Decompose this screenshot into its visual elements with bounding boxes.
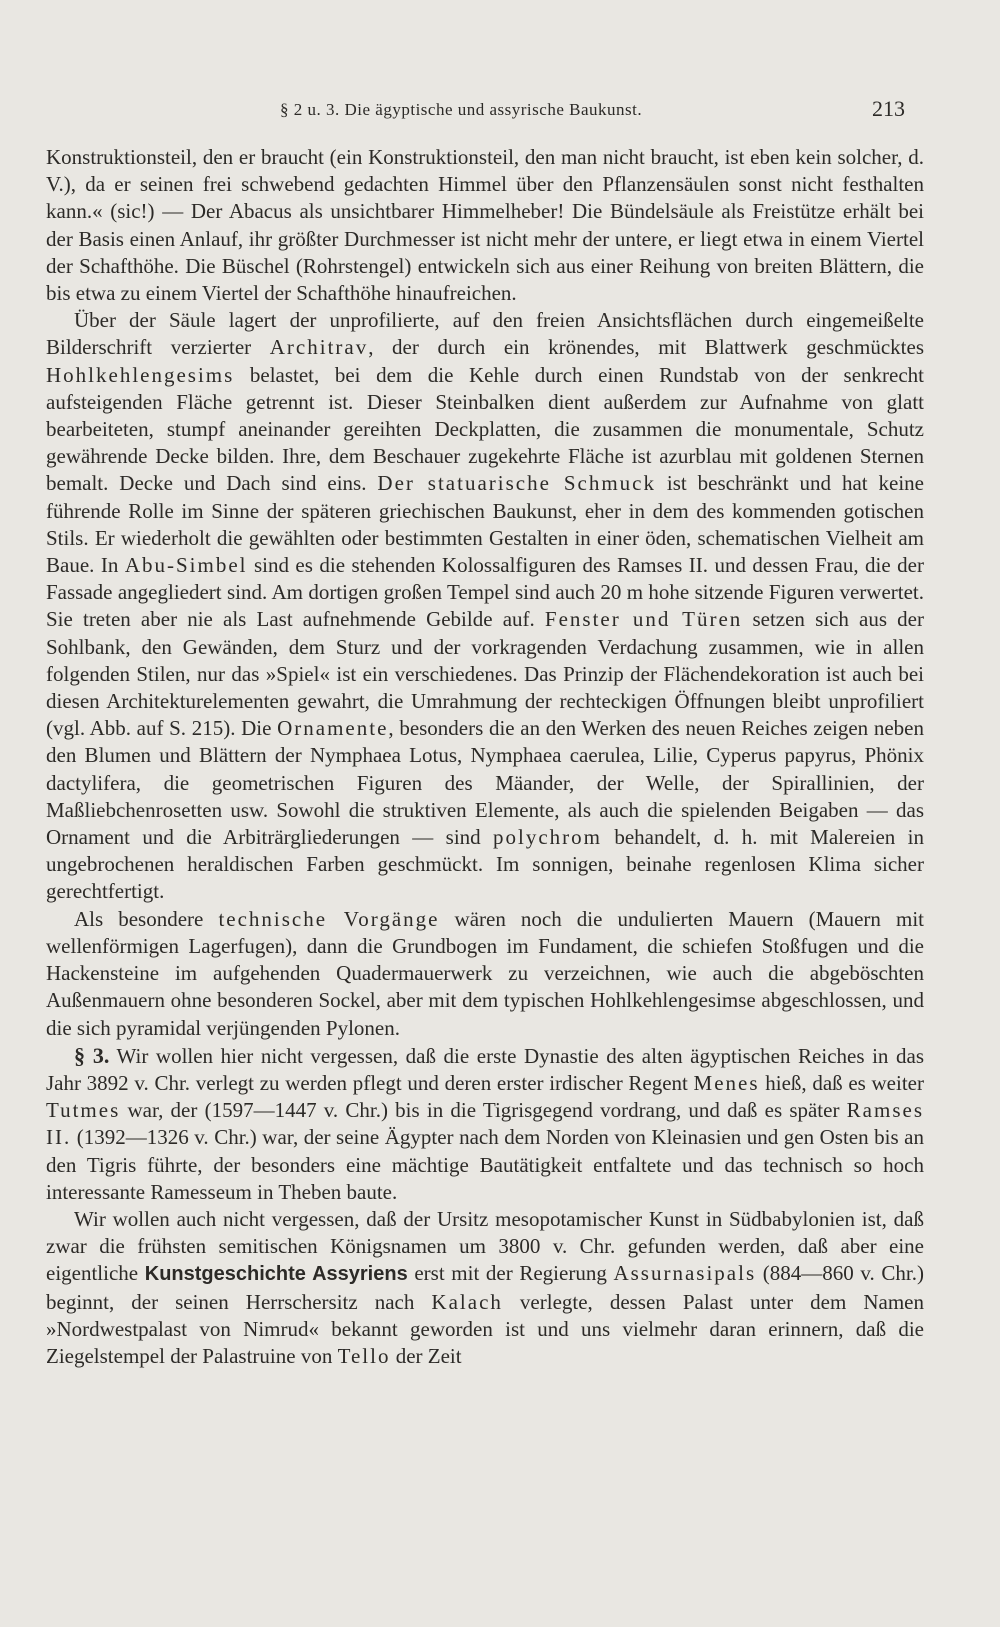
text-run: der Zeit [390, 1343, 462, 1368]
emphasis-term: technische Vorgänge [218, 906, 440, 931]
emphasis-term: Ramses II. [46, 1098, 924, 1150]
body-text [46, 144, 924, 1370]
paragraph [46, 1206, 924, 1370]
text-run: Über der Säule lagert der unprofilierte, auf den freien Ansichtsflächen durch eingemeißelte Bilderschrift verzierter [46, 308, 924, 360]
text-run: setzen sich aus der Sohlbank, den Gewänden, dem Sturz und der vorkragenden Verdachung zusammen, wie in allen folgenden Stilen, nur das »Spiel« ist ein verschiedenes. Das Prinzip der Flächendekoration ist auch bei diesen Architekturelementen gewahrt, die Umrahmung der rechteckigen Öffnungen bleibt unprofiliert (vgl. Abb. auf S. 215). Die [46, 607, 924, 741]
emphasis-term: Assurnasipals [613, 1261, 757, 1286]
text-run: verlegte, dessen Palast unter dem Namen »Nordwestpalast von Nimrud« bekannt geworden ist und uns vielmehr daran erinnern, daß die Ziegelstempel der Palastruine von [46, 1289, 925, 1368]
text-run: , besonders die an den Werken des neuen Reiches zeigen neben den Blumen und Blättern der Nymphaea Lotus, Nymphaea caerulea, Lilie, Cyperus papyrus, Phönix dactylifera, die geometrischen Figuren des Mäander, der Welle, der Spirallinien, der Maßliebchenrosetten usw. Sowohl die struktiven Elemente, als auch die spielenden Beigaben — das Ornament und die Arbiträrgliederungen — sind [46, 716, 924, 850]
text-run: Wir wollen auch nicht vergessen, daß der Ursitz mesopotamischer Kunst in Südbabylonien ist, daß zwar die frühsten semitischen Königsnamen um 3800 v. Chr. gefunden werden, daß aber eine eigentliche [46, 1206, 924, 1286]
paragraph [46, 1042, 924, 1206]
emphasis-term: Tutmes [46, 1098, 121, 1123]
text-run: behandelt, d. h. mit Malereien in ungebrochenen heraldischen Farben geschmückt. Im sonnigen, beinahe regenlosen Klima sicher gerechtfertigt. [46, 825, 924, 904]
emphasis-term: polychrom [493, 825, 602, 850]
paragraph [46, 144, 924, 307]
text-run: Konstruktionsteil, den er braucht (ein Konstruktionsteil, den man nicht braucht, ist eben kein solcher, d. V.), da er seinen frei schwebend gedachten Himmel über den Pflanzensäulen sonst nicht festhalten kann.« (sic!) — Der Abacus als unsichtbarer Himmelheber! Die Bündelsäule als Freistütze erhält bei der Basis einen Anlauf, ihr größter Durchmesser ist nicht mehr der untere, er liegt etwa in einem Viertel der Schafthöhe. Die Büschel (Rohrstengel) entwickeln sich aus einer Reihung von breiten Blättern, die bis etwa zu einem Viertel der Schafthöhe hinaufreichen. [46, 145, 924, 306]
page-header [0, 96, 1000, 126]
emphasis-term: Tello [337, 1343, 391, 1368]
running-head: § 2 u. 3. Die ägyptische und assyrische Baukunst. [280, 100, 643, 119]
section-marker: § 3. [74, 1042, 110, 1068]
text-run: war, der (1597—1447 v. Chr.) bis in die Tigrisgegend vordrang, und daß es später [120, 1098, 847, 1123]
bold-term: Kunstgeschichte Assyriens [144, 1263, 408, 1286]
text-run: , der durch ein krönendes, mit Blattwerk geschmücktes [368, 335, 925, 360]
text-run: belastet, bei dem die Kehle durch einen Rundstab von der senkrecht aufsteigenden Fläche getrennt ist. Dieser Steinbalken dient außerdem zur Aufnahme von glatt bearbeiteten, stumpf aneinander gereihten Deckplatten, die zusammen die monumentale, Schutz gewährende Decke bilden. Ihre, dem Beschauer zugekehrte Fläche ist azurblau mit goldenen Sternen bemalt. Decke und Dach sind eins. [46, 362, 924, 496]
emphasis-term: Ornamente [277, 716, 389, 741]
text-run: erst mit der Regierung [407, 1261, 614, 1286]
text-run: (884—860 v. Chr.) beginnt, der seinen Herrschersitz nach [46, 1261, 924, 1314]
emphasis-term: Abu-Simbel [124, 553, 248, 578]
text-run: Als besondere [74, 906, 219, 931]
text-run: (1392—1326 v. Chr.) war, der seine Ägypter nach dem Norden von Kleinasien und gen Osten bis an den Tigris führte, der besonders eine mächtige Bautätigkeit entfaltete und das technisch so hoch interessante Ramesseum in Theben baute. [46, 1125, 924, 1204]
emphasis-term: Fenster und Türen [544, 607, 743, 632]
paragraph [46, 307, 924, 905]
emphasis-term: Kalach [431, 1289, 503, 1314]
paragraph [46, 906, 924, 1042]
page-number: 213 [872, 96, 905, 121]
emphasis-term: Der statuarische Schmuck [377, 471, 656, 496]
text-run: Wir wollen hier nicht vergessen, daß die erste Dynastie des alten ägyptischen Reiches in das Jahr 3892 v. Chr. verlegt zu werden pflegt und deren erster irdischer Regent [46, 1043, 924, 1095]
text-run: sind es die stehenden Kolossalfiguren des Ramses II. und dessen Frau, die der Fassade angegliedert sind. Am dortigen großen Tempel sind auch 20 m hohe sitzende Figuren verwertet. Sie treten aber nie als Last aufnehmende Gebilde auf. [46, 553, 924, 632]
text-run: ist beschränkt und hat keine führende Rolle im Sinne der späteren griechischen Baukunst, eher in dem des kommenden gotischen Stils. Er wiederholt die gewählten oder bestimmten Gestalten in einer öden, schematischen Vielheit am Baue. In [46, 471, 925, 578]
emphasis-term: Hohlkehlengesims [46, 362, 235, 387]
emphasis-term: Menes [693, 1070, 760, 1095]
text-run: hieß, daß es weiter [759, 1070, 924, 1095]
text-run: wären noch die undulierten Mauern (Mauern mit wellenförmigen Lagerfugen), dann die Grundbogen im Fundament, die schiefen Stoßfugen und die Hackensteine im aufgehenden Quadermauerwerk zu verzeichnen, wie auch die abgeböschten Außenmauern ohne besonderen Sockel, aber mit dem typischen Hohlkehlengesimse abgeschlossen, und die sich pyramidal verjüngenden Pylonen. [46, 906, 924, 1040]
emphasis-term: Architrav [269, 335, 369, 360]
